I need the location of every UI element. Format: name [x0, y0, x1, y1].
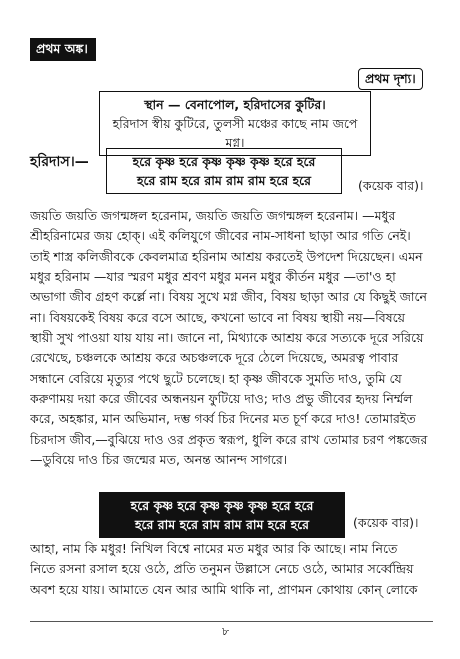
- paragraph-line: তাই শাস্ত্র কলিজীবকে কেবলমাত্র হরিনাম আশ্রয় করতেই উপদেশ দিয়েছেন। এমন: [30, 248, 423, 264]
- setting-description: হরিদাস স্বীয় কুটিরে, তুলসী মঞ্চের কাছে নাম জপে মগ্ন।: [112, 116, 358, 150]
- footer-divider: [30, 621, 433, 622]
- chant-line-1: হরে কৃষ্ণ হরে কৃষ্ণ কৃষ্ণ কৃষ্ণ হরে হরে: [130, 498, 314, 513]
- page-number: ৮: [222, 625, 230, 638]
- paragraph-line: রেখেছে, চঞ্চলকে আশ্রয় করে অচঞ্চলকে দূরে ঠেলে দিয়েছে, অমরত্ব পাবার: [30, 350, 399, 366]
- paragraph-line: অভাগা জীব গ্রহণ কর্ল্লে না। বিষয় সুখে মগ্ন জীব, বিষয় ছাড়া আর যে কিছুই জানে: [30, 289, 428, 305]
- paragraph-line: অবশ হয়ে যায়। আমাতে যেন আর আমি থাকি না, প্রাণমন কোথায় কোন্ লোকে: [30, 581, 418, 597]
- scene-heading: প্রথম দৃশ্য।: [358, 68, 423, 90]
- paragraph-line: জয়তি জয়তি জগন্মঙ্গল হরেনাম, জয়তি জয়তি জগন্মঙ্গল হরেনাম। —মধুর: [30, 208, 396, 223]
- paragraph-line: করে, অহঙ্কার, মান অভিমান, দম্ভ গর্ব্ব চির দিনের মত চূর্ণ করে দাও! তোমারইত: [30, 411, 416, 427]
- paragraph-line: চিরদাস জীব,—বুঝিয়ে দাও ওর প্রকৃত স্বরূপ, ধুলি করে রাখ তোমার চরণ পঙ্কজের: [30, 431, 428, 447]
- act-heading: প্রথম অঙ্ক।: [30, 38, 96, 61]
- chant-box-2: [99, 492, 345, 538]
- speaker-name: হরিদাস।—: [30, 154, 89, 170]
- paragraph-line: নিতে রসনা রসাল হয়ে ওঠে, প্রতি তনুমন উল্লাসে নেচে ওঠে, আমার সর্ব্বেন্দ্রিয়: [30, 561, 414, 577]
- chant-line-1: হরে কৃষ্ণ হরে কৃষ্ণ কৃষ্ণ কৃষ্ণ হরে হরে: [132, 154, 316, 169]
- paragraph-1: [30, 206, 435, 470]
- paragraph-line: স্থায়ী সুখ পাওয়া যায় যায় না। জানে না, মিথ্যাকে আশ্রয় করে সত্যকে দূরে সরিয়ে: [30, 330, 424, 346]
- stage-setting-box: [99, 91, 371, 156]
- paragraph-line: শ্রীহরিনামের জয় হোক্। এই কলিযুগে জীবের নাম-সাধনা ছাড়া আর গতি নেই।: [30, 228, 411, 244]
- chant-line-2: হরে রাম হরে রাম রাম রাম হরে হরে: [134, 517, 310, 532]
- setting-place: স্থান — বেনাপোল, হরিদাসের কুটির।: [144, 97, 326, 112]
- chant-box-1: [106, 148, 342, 194]
- paragraph-line: না। বিষয়কেই বিষয় করে বসে আছে, কখনো ভাবে না বিষয় স্থায়ী নয়—বিষয়ে: [30, 309, 405, 325]
- chant-line-2: হরে রাম হরে রাম রাম রাম হরে হরে: [136, 173, 312, 188]
- paragraph-line: মধুর হরিনাম —যার স্মরণ মধুর শ্রবণ মধুর মনন মধুর কীর্তন মধুর —তা'ও হা: [30, 269, 396, 285]
- repeat-note-2: (কয়েক বার)।: [353, 515, 419, 530]
- paragraph-line: সন্ধানে বেরিয়ে মৃত্যুর পথে ছুটে চলেছে। হা কৃষ্ণ জীবকে সুমতি দাও, তুমি যে: [30, 370, 402, 386]
- paragraph-line: আহা, নাম কি মধুর! নিখিল বিশ্বে নামের মত মধুর আর কি আছে। নাম নিতে: [30, 541, 398, 556]
- paragraph-2: [30, 539, 435, 600]
- paragraph-line: করুণাময় দয়া করে জীবের অন্ধনয়ন ফুটিয়ে দাও; দাও প্রভু জীবের হৃদয় নির্ম্মল: [30, 391, 413, 407]
- repeat-note-1: (কয়েক বার)।: [358, 178, 424, 193]
- paragraph-line: —ডুবিয়ে দাও চির জন্মের মত, অনন্ত আনন্দ সাগরে।: [30, 452, 288, 468]
